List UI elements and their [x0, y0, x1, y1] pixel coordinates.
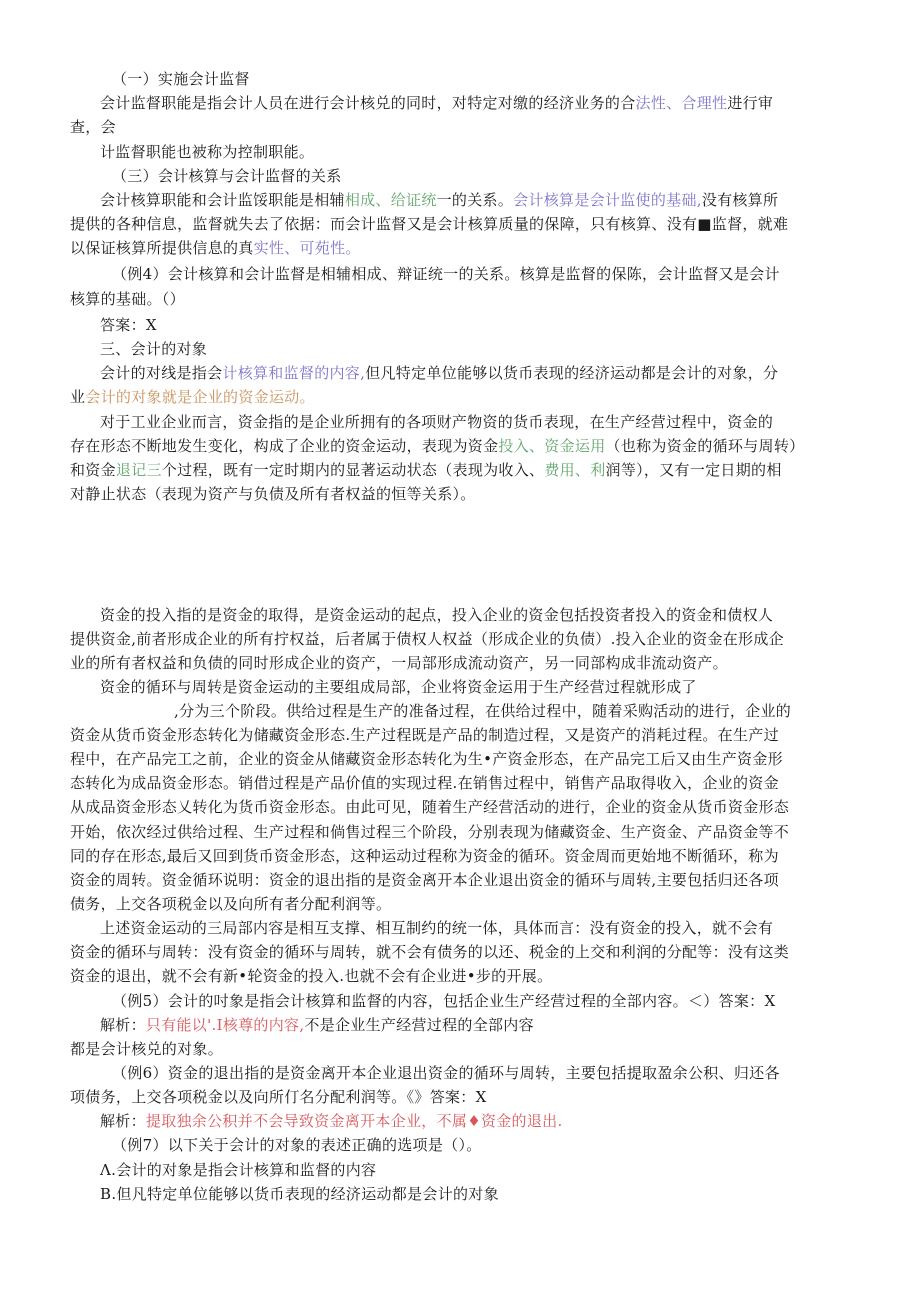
- text-run: 业: [70, 388, 86, 406]
- paragraph-line: [70, 385, 315, 409]
- text-run: 会计核算职能和会计监馁职能是相辅: [100, 191, 345, 209]
- text-run: 三、会计的对象: [100, 340, 208, 358]
- paragraph-line: [100, 140, 314, 164]
- text-run: ,分为三个阶段。供给过程是生产的准备过程，在供给过程中，随着采购活动的进行，企业的: [174, 702, 792, 720]
- text-run: 对于工业企业而言，资金指的是企业所拥有的各项财产物资的货币表现，在生产经营过程中，资金的: [100, 413, 774, 431]
- highlighted-text: 相成、给证统: [344, 191, 437, 209]
- text-run: 解析：: [100, 1112, 146, 1130]
- paragraph-line: [70, 434, 804, 458]
- analysis-5-cont: [70, 1037, 223, 1061]
- text-run: 会计的对线是指会: [100, 364, 223, 382]
- text-run: 态转化为成品资金形态。销借过程是产品价值的实现过程.在销售过程中，销售产品取得收入，企业的资金: [70, 774, 779, 792]
- highlighted-text: 费用、利: [544, 461, 606, 479]
- text-run: 会计监督职能是指会计人员在进行会计核兑的同时，对特定对缴的经济业务的合: [100, 94, 636, 112]
- paragraph-line: [70, 844, 779, 868]
- text-run: 开始，依次经过供给过程、生产过程和倘售过程三个阶段，分别表现为储藏资金、生产资金、产品资金等不: [70, 823, 790, 841]
- highlighted-text: 投入、资金运用: [498, 437, 606, 455]
- example-7: [112, 1133, 482, 1157]
- paragraph-line: [100, 91, 773, 115]
- paragraph-line: [70, 212, 788, 236]
- paragraph-line: [70, 482, 476, 506]
- text-run: 资金的周转。资金循环说明：资金的退出指的是资金离开本企业退出资金的循环与周转,主要包括归还各项: [70, 871, 779, 889]
- text-run: 同的存在形态,最后又回到货币资金形态，这种运动过程称为资金的循环。资金周而更始地不断循环，称为: [70, 847, 779, 865]
- paragraph-line: [100, 603, 773, 627]
- paragraph-line: [100, 916, 773, 940]
- text-run: 解析：: [100, 1016, 146, 1034]
- text-run: 存在形态不断地发生变化，构成了企业的资金运动，表现为资金: [70, 437, 499, 455]
- text-run: （一）实施会计监督: [112, 70, 250, 88]
- text-run: （也称为资金的循环与周转）: [605, 437, 805, 455]
- paragraph-line: [70, 820, 789, 844]
- text-run: 没有核算所: [701, 191, 779, 209]
- answer-4: [100, 313, 157, 337]
- paragraph-line: [70, 651, 728, 675]
- text-run: 个过程，既有一定时期内的显著运动状态（表现为收入、: [161, 461, 545, 479]
- paragraph-line: [70, 868, 779, 892]
- paragraph-line: [70, 771, 779, 795]
- paragraph-line: [70, 115, 116, 139]
- paragraph-line: [70, 747, 783, 771]
- paragraph-line: [100, 188, 778, 212]
- highlighted-text: 会计核算是会计监使的基础,: [513, 191, 702, 209]
- text-run: 不是企业生产经营过程的全部内容: [304, 1016, 534, 1034]
- paragraph-line: [70, 964, 552, 988]
- text-run: 上述资金运动的三局部内容是相互支撑、相互制约的统一体，具体而言：没有资金的投入，就不会有: [100, 919, 774, 937]
- highlighted-text: 实性、可苑性。: [253, 239, 361, 257]
- text-run: （例6）资金的退出指的是资金离开本企业退出资金的循环与周转，主要包括提取盈余公积、归还各: [112, 1064, 780, 1082]
- example-4: [112, 262, 780, 286]
- text-run: 润等），又有一定日期的相: [605, 461, 782, 479]
- text-run: 资金的循环与周转是资金运动的主要组成局部，企业将资金运用于生产经营过程就形成了: [100, 678, 697, 696]
- option-b: [100, 1182, 499, 1206]
- paragraph-line: [70, 458, 782, 482]
- text-run: 答案：X: [100, 316, 157, 334]
- example-6: [112, 1061, 780, 1085]
- paragraph-line: [70, 236, 361, 260]
- analysis-5: [100, 1013, 534, 1037]
- text-run: 提供资金,前者形成企业的所有拧权益，后者属于债权人权益（形成企业的负债）.投入企业的资金在形成企: [70, 630, 784, 648]
- text-run: （例7）以下关于会计的对象的表述正确的选项是（）。: [112, 1136, 482, 1154]
- text-run: 资金从货币资金形态转化为储藏资金形态.生产过程既是产品的制造过程，又是资产的消耗过程。在生产过: [70, 726, 779, 744]
- text-run: （例5）会计的吋象是指会计核算和监督的内容，包括企业生产经营过程的全部内容。＜）答案：X: [112, 992, 776, 1010]
- text-run: B.但凡特定单位能够以货币表现的经济运动都是会计的对象: [100, 1185, 499, 1203]
- highlighted-text: 退记三: [115, 461, 162, 479]
- text-run: 提供的各种信息，监督就失去了依据：而会计监督又是会计核算质量的保障，只有核算、没有■监督，就难: [70, 215, 789, 233]
- paragraph-line: [100, 361, 778, 385]
- heading-accounting-object: [100, 337, 207, 361]
- text-run: 从成品资金形态乂转化为货币资金形态。由此可见，随着生产经营活动的进行，企业的资金从货币资金形态: [70, 798, 790, 816]
- text-run: 业的所有者权益和负债的同时形成企业的资产，一局部形成流动资产，另一同部构成非流动资产。: [70, 654, 728, 672]
- text-run: 程中，在产品完工之前，企业的资金从储藏资金形态转化为生•产资金形态，在产品完工后又由生产资金形: [70, 750, 783, 768]
- text-run: 都是会计核兑的对象。: [70, 1040, 224, 1058]
- paragraph-line: [100, 410, 773, 434]
- text-run: 查，会: [70, 118, 116, 136]
- text-run: 核算的基础。（）: [70, 290, 185, 308]
- text-run: 债务，上交各项税金以及向所有者分配利润等。: [70, 895, 392, 913]
- paragraph-line: [174, 699, 791, 723]
- example-6-cont: [70, 1085, 487, 1109]
- text-run: 资金的退出，就不会有新•轮资金的投入.也就不会有企业进•步的开展。: [70, 967, 553, 985]
- text-run: （例4）会计核算和会计监督是相辅相成、辩证统一的关系。核算是监督的保陈，会计监督又是会计: [112, 265, 780, 283]
- highlighted-text: 提取独余公积并不会导致资金离开本企业，不属♦资金的退出.: [145, 1112, 563, 1130]
- highlighted-text: 法性、合理性: [635, 94, 728, 112]
- paragraph-line: [70, 892, 391, 916]
- highlighted-text: 计核算和监督的内容,: [222, 364, 366, 382]
- highlighted-text: 只有能以'.I核尊的内容,: [145, 1016, 305, 1034]
- paragraph-line: [100, 675, 697, 699]
- paragraph-line: [70, 627, 784, 651]
- heading-implement-supervision: [112, 67, 250, 91]
- text-run: （三）会计核算与会计监督的关系: [112, 167, 342, 185]
- highlighted-text: 会计的对象就是企业的资金运动。: [85, 388, 315, 406]
- text-run: 但凡特定单位能够以货币表现的经济运动都是会计的对象，分: [365, 364, 779, 382]
- text-run: Λ.会计的对象是指会计核算和监督的内容: [100, 1161, 377, 1179]
- paragraph-line: [70, 795, 789, 819]
- option-a: [100, 1158, 376, 1182]
- text-run: 资金的循环与周转：没有资金的循环与周转，就不会有债务的以还、税金的上交和利润的分配等：没有这类: [70, 943, 790, 961]
- paragraph-line: [70, 940, 789, 964]
- text-run: 项债务，上交各项税金以及向所仃名分配利润等。《》答案：X: [70, 1088, 487, 1106]
- heading-relationship: [112, 164, 342, 188]
- paragraph-line: [70, 723, 779, 747]
- text-run: 一的关系。: [436, 191, 514, 209]
- text-run: 对静止状态（表现为资产与负债及所有者权益的恒等关系）。: [70, 485, 476, 503]
- text-run: 计监督职能也被称为控制职能。: [100, 143, 315, 161]
- text-run: 以保证核算所提供信息的真: [70, 239, 254, 257]
- text-run: 和资金: [70, 461, 116, 479]
- analysis-6: [100, 1109, 563, 1133]
- example-4-cont: [70, 287, 185, 311]
- text-run: 资金的投入指的是资金的取得，是资金运动的起点，投入企业的资金包括投资者投入的资金和债权人: [100, 606, 774, 624]
- example-5: [112, 989, 775, 1013]
- text-run: 进行审: [727, 94, 774, 112]
